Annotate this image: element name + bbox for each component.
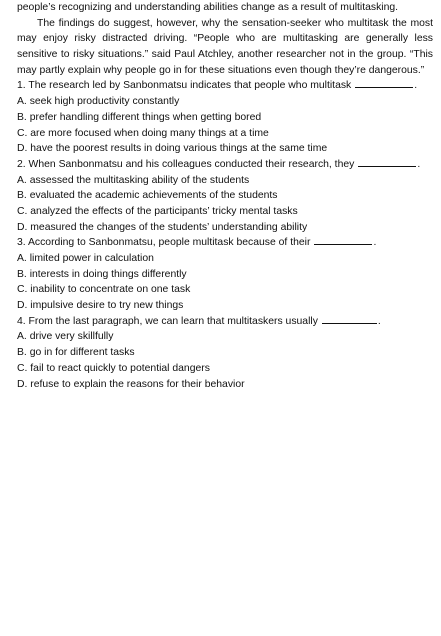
question-1-option-a: A. seek high productivity constantly [17, 96, 180, 108]
document-page [17, 0, 433, 392]
question-stem-text: 3. According to Sanbonmatsu, people multitask because of their [17, 237, 311, 249]
question-2-option-c: C. analyzed the effects of the participants’ tricky mental tasks [17, 205, 298, 217]
answer-blank [355, 78, 413, 88]
question-end-mark: . [377, 315, 381, 327]
answer-blank [314, 235, 372, 245]
question-3-option-d: D. impulsive desire to try new things [17, 300, 184, 312]
passage-line: sensitive to risky situations.” said Paul Atchley, another researcher not in the group. “This [17, 49, 433, 61]
question-2-option-d: D. measured the changes of the students’ understanding ability [17, 221, 308, 233]
passage-line: may enjoy risky distracted driving. “People who are multitasking are generally less [17, 33, 433, 45]
passage-line: The findings do suggest, however, why the sensation-seeker who multitask the most [37, 17, 433, 29]
question-4-stem [17, 314, 433, 330]
question-4-option-a: A. drive very skillfully [17, 331, 114, 343]
question-4-option-c: C. fail to react quickly to potential dangers [17, 362, 210, 374]
question-2-stem [17, 157, 433, 173]
question-1-option-c: C. are more focused when doing many things at a time [17, 127, 269, 139]
question-end-mark: . [373, 237, 377, 249]
question-3-option-c: C. inability to concentrate on one task [17, 284, 191, 296]
question-end-mark: . [417, 158, 421, 170]
question-3-option-a: A. limited power in calculation [17, 253, 154, 264]
question-4-option-b: B. go in for different tasks [17, 347, 135, 359]
passage-line: may partly explain why people go in for these situations even though they’re dangerous.” [17, 64, 425, 76]
question-2-option-b: B. evaluated the academic achievements of the students [17, 190, 278, 202]
question-1-option-d: D. have the poorest results in doing various things at the same time [17, 143, 328, 155]
question-stem-text: 1. The research led by Sanbonmatsu indicates that people who multitask [17, 80, 352, 92]
answer-blank [358, 157, 416, 167]
question-2-option-a: A. assessed the multitasking ability of the students [17, 174, 250, 186]
answer-blank [322, 314, 377, 324]
question-3-stem [17, 235, 433, 251]
question-3-option-b: B. interests in doing things differently [17, 268, 187, 280]
question-1-stem [17, 78, 433, 94]
question-4-option-d: D. refuse to explain the reasons for their behavior [17, 378, 245, 390]
passage-line: people’s recognizing and understanding abilities change as a result of multitasking. [17, 2, 399, 13]
question-stem-text: 2. When Sanbonmatsu and his colleagues conducted their research, they [17, 158, 355, 170]
question-stem-text: 4. From the last paragraph, we can learn that multitaskers usually [17, 315, 318, 327]
question-end-mark: . [414, 80, 418, 92]
question-1-option-b: B. prefer handling different things when getting bored [17, 111, 262, 123]
